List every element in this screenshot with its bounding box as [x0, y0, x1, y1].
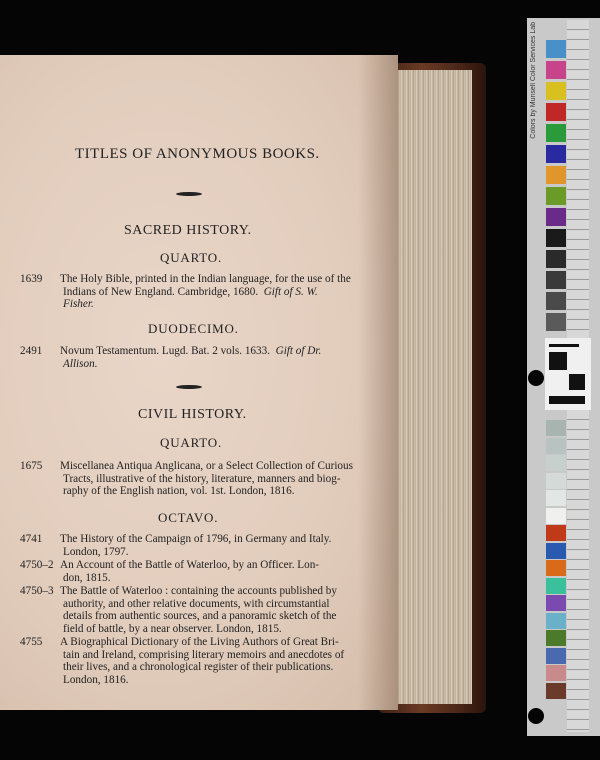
color-patch: [546, 455, 566, 471]
color-patch: [546, 665, 566, 681]
color-patch: [546, 145, 566, 163]
color-patch: [546, 595, 566, 611]
format-heading-octavo: OCTAVO.: [158, 510, 219, 525]
entry-line: The History of the Campaign of 1796, in Germany and Italy.: [60, 533, 332, 545]
entry-number: 2491: [20, 345, 43, 357]
color-patch: [546, 313, 566, 331]
format-heading-quarto: QUARTO.: [160, 250, 222, 265]
color-patch: [546, 630, 566, 646]
entry-line: don, 1815.: [63, 571, 111, 584]
entry-line: authority, and other relative documents, with circumstantial: [63, 597, 330, 610]
entry-line: Novum Testamentum. Lugd. Bat. 2 vols. 1633.: [60, 345, 271, 357]
entry-number: 1675: [20, 460, 43, 472]
entry-1675: [20, 460, 353, 498]
entry-line: The Battle of Waterloo : containing the accounts published by: [60, 585, 337, 597]
gift-note: Gift of S. W.: [263, 285, 318, 298]
target-block: [545, 338, 591, 410]
color-card-label: Colors by Munsell Color Services Lab: [530, 22, 537, 139]
color-patch: [546, 208, 566, 226]
color-patch: [546, 683, 566, 699]
entry-number: 4741: [20, 533, 43, 545]
color-patch: [546, 166, 566, 184]
format-heading-quarto: QUARTO.: [160, 435, 222, 450]
color-patch: [546, 648, 566, 664]
book-page: [0, 55, 398, 710]
entry-number: 4750–3: [20, 585, 54, 597]
color-patch: [546, 103, 566, 121]
page-edges: [390, 70, 472, 704]
entry-line: Indians of New England. Cambridge, 1680.: [63, 285, 259, 298]
color-patch: [546, 543, 566, 559]
entry-4750-3: [20, 585, 337, 635]
color-patch: [546, 490, 566, 506]
color-patch: [546, 187, 566, 205]
entry-line: Tracts, illustrative of the history, literature, manners and biog-: [63, 472, 341, 485]
entry-line: A Biographical Dictionary of the Living Authors of Great Bri-: [60, 636, 339, 648]
entry-line: Miscellanea Antiqua Anglicana, or a Select Collection of Curious: [60, 460, 353, 472]
gift-note: Allison.: [63, 357, 98, 370]
color-patch: [546, 560, 566, 576]
entry-line: An Account of the Battle of Waterloo, by an Officer. Lon-: [60, 559, 320, 571]
entry-1639: [20, 273, 351, 311]
page-title: TITLES OF ANONYMOUS BOOKS.: [75, 146, 320, 162]
entry-number: 1639: [20, 273, 43, 285]
entry-line: tain and Ireland, comprising literary memoirs and anecdotes of: [63, 648, 345, 661]
entry-line: The Holy Bible, printed in the Indian language, for the use of the: [60, 273, 351, 285]
ornament-divider: [176, 385, 202, 389]
entry-number: 4750–2: [20, 559, 54, 571]
ornament-divider: [176, 192, 202, 196]
gift-note: Fisher.: [63, 298, 94, 310]
entry-line: their lives, and a chronological register of their publications.: [63, 661, 334, 673]
color-patch: [546, 420, 566, 436]
section-heading-civil: CIVIL HISTORY.: [138, 407, 247, 422]
page-gutter-shadow: [358, 55, 398, 710]
color-patch: [546, 508, 566, 524]
color-patch: [546, 438, 566, 454]
card-hole: [528, 370, 544, 386]
color-patch: [546, 578, 566, 594]
color-patch: [546, 250, 566, 268]
entry-4750-2: [20, 559, 319, 584]
color-patch: [546, 292, 566, 310]
entry-line: London, 1797.: [63, 545, 129, 558]
color-patch: [546, 229, 566, 247]
entry-4741: [20, 533, 331, 558]
gift-note: Gift of Dr.: [275, 345, 322, 357]
entry-2491: [20, 345, 321, 370]
entry-line: field of battle, by a near observer. London, 1815.: [63, 622, 282, 635]
section-heading-sacred: SACRED HISTORY.: [124, 223, 252, 238]
entry-line: London, 1816.: [63, 673, 129, 686]
color-patch: [546, 473, 566, 489]
color-patch: [546, 525, 566, 541]
entry-number: 4755: [20, 636, 43, 648]
color-patch: [546, 82, 566, 100]
entry-line: raphy of the English nation, vol. 1st. London, 1816.: [63, 485, 295, 497]
card-hole: [528, 708, 544, 724]
format-heading-duodecimo: DUODECIMO.: [148, 321, 239, 336]
entry-4755: [20, 636, 344, 686]
color-patch: [546, 61, 566, 79]
entry-line: details from authentic sources, and a panoramic sketch of the: [63, 610, 337, 622]
color-patch: [546, 613, 566, 629]
color-patch: [546, 124, 566, 142]
color-patch: [546, 271, 566, 289]
color-patch: [546, 40, 566, 58]
